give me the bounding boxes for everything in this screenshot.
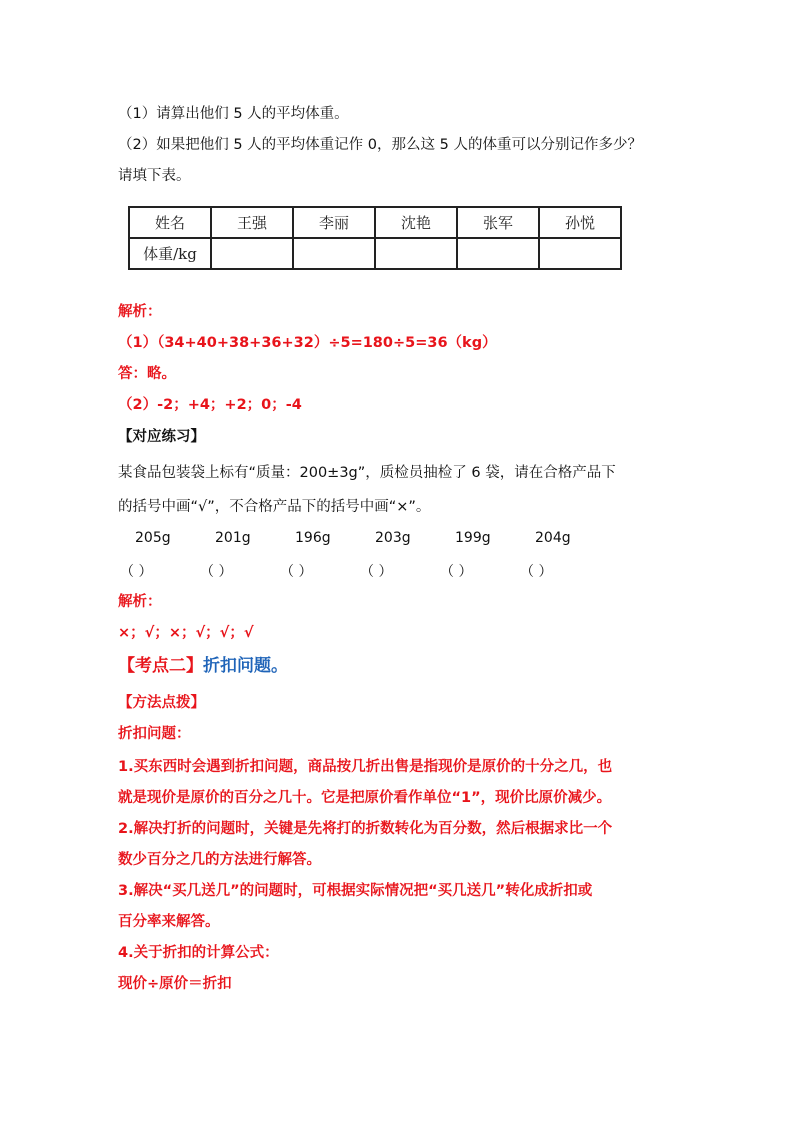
practice-text-2: 的括号中画“√”，不合格产品下的括号中画“×”。 (118, 499, 431, 515)
weight-value: 196g (295, 530, 331, 546)
table-header-row (129, 207, 621, 238)
answer-bracket[interactable]: （ ） (360, 564, 393, 580)
weight-value: 201g (215, 530, 251, 546)
table-header-cell: 李丽 (293, 207, 375, 238)
question-2: （2）如果把他们 5 人的平均体重记作 0，那么这 5 人的体重可以分别记作多少？ (118, 137, 642, 153)
weight-table (128, 206, 622, 270)
table-header-cell: 姓名 (129, 207, 211, 238)
practice-text-1: 某食品包装袋上标有“质量：200±3g”，质检员抽检了 6 袋，请在合格产品下 (118, 465, 616, 481)
point-3-line-1: 3.解决“买几送几”的问题时，可根据实际情况把“买几送几”转化成折扣或 (118, 883, 593, 899)
table-cell (293, 238, 375, 269)
analysis-2-label: 解析： (118, 594, 162, 610)
table-header-cell: 王强 (211, 207, 293, 238)
answer-bracket[interactable]: （ ） (200, 564, 233, 580)
analysis-answer: 答：略。 (118, 366, 176, 382)
point-1-line-1: 1.买东西时会遇到折扣问题，商品按几折出售是指现价是原价的十分之几，也 (118, 759, 613, 775)
point-3-line-2: 百分率来解答。 (118, 914, 220, 930)
section-heading (118, 656, 288, 676)
table-header-cell: 张军 (457, 207, 539, 238)
analysis-2-answer: ×；√；×；√；√；√ (118, 625, 254, 641)
answer-bracket[interactable]: （ ） (120, 564, 153, 580)
section-heading-bracket: 【考点二】 (118, 656, 203, 676)
point-4: 4.关于折扣的计算公式： (118, 945, 279, 961)
method-label: 【方法点拨】 (118, 695, 205, 711)
table-header-cell: 孙悦 (539, 207, 621, 238)
weight-value: 205g (135, 530, 171, 546)
answer-bracket[interactable]: （ ） (520, 564, 553, 580)
question-1: （1）请算出他们 5 人的平均体重。 (118, 106, 349, 122)
weight-value: 199g (455, 530, 491, 546)
analysis-line-1: （1）（34+40+38+36+32）÷5=180÷5=36（kg） (118, 335, 497, 351)
point-1-line-2: 就是现价是原价的百分之几十。它是把原价看作单位“1”，现价比原价减少。 (118, 790, 612, 806)
practice-title: 【对应练习】 (118, 429, 205, 445)
table-cell (375, 238, 457, 269)
table-row (129, 238, 621, 269)
table-cell (539, 238, 621, 269)
answer-bracket[interactable]: （ ） (280, 564, 313, 580)
formula: 现价÷原价＝折扣 (118, 976, 232, 992)
section-heading-text: 折扣问题。 (203, 656, 288, 676)
brackets-row (0, 561, 793, 581)
topic-label: 折扣问题： (118, 726, 191, 742)
table-cell (211, 238, 293, 269)
table-row-label: 体重/kg (129, 238, 211, 269)
point-2-line-1: 2.解决打折的问题时，关键是先将打的折数转化为百分数，然后根据求比一个 (118, 821, 613, 837)
weight-value: 203g (375, 530, 411, 546)
weight-value: 204g (535, 530, 571, 546)
table-header-cell: 沈艳 (375, 207, 457, 238)
question-2-continued: 请填下表。 (118, 168, 191, 184)
weights-row (0, 530, 793, 550)
point-2-line-2: 数少百分之几的方法进行解答。 (118, 852, 321, 868)
table-cell (457, 238, 539, 269)
answer-bracket[interactable]: （ ） (440, 564, 473, 580)
analysis-line-2: （2）-2；+4；+2；0；-4 (118, 397, 302, 413)
analysis-label: 解析： (118, 304, 162, 320)
